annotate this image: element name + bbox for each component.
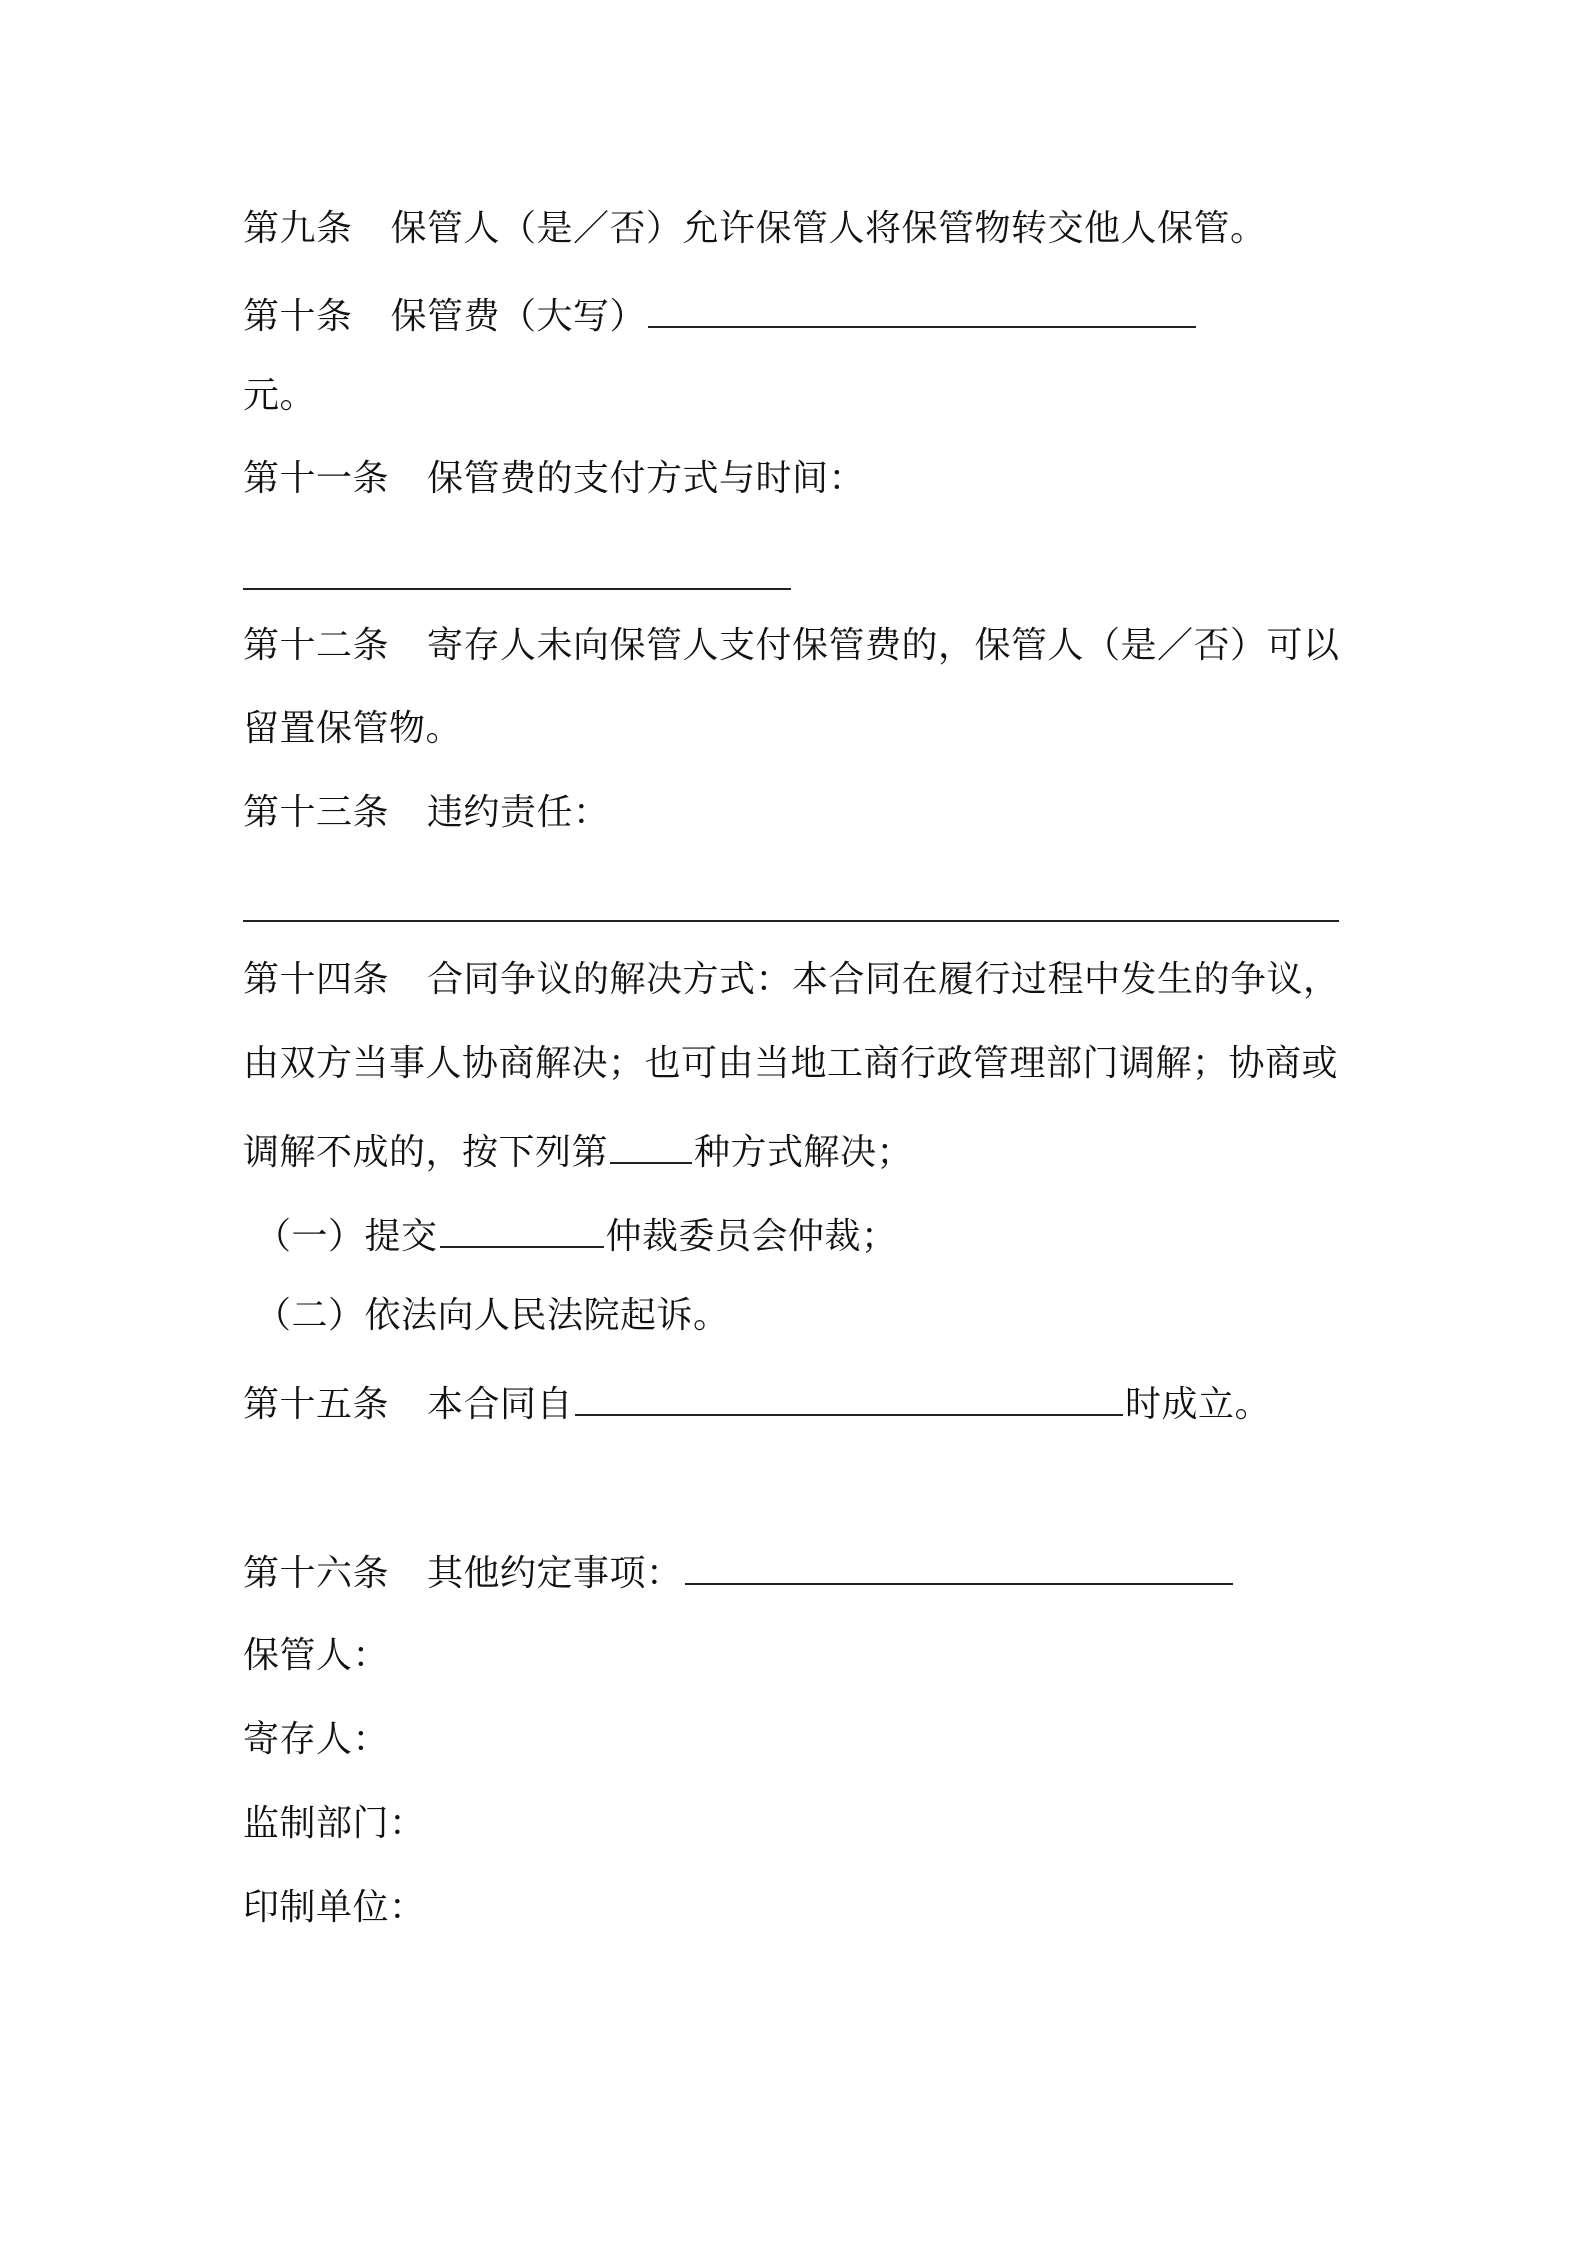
article-14-item-2 xyxy=(255,1292,730,1340)
article-11-head: 第十一条 xyxy=(243,458,390,499)
article-13-head: 第十三条 xyxy=(243,792,390,833)
article-12-cont xyxy=(243,705,462,753)
signature-printer xyxy=(243,1884,426,1932)
item-1-lead: （一）提交 xyxy=(255,1216,438,1257)
signature-supervisor-label: 监制部门： xyxy=(243,1803,426,1844)
article-11-text: 保管费的支付方式与时间： xyxy=(427,458,866,499)
signature-depositor-label: 寄存人： xyxy=(243,1719,390,1760)
item-1-tail: 仲裁委员会仲裁； xyxy=(605,1216,898,1257)
article-10-text: 保管费（大写） xyxy=(390,296,647,337)
article-14-head: 第十四条 xyxy=(243,959,390,1000)
article-10-tail xyxy=(243,372,316,420)
other-matters-blank[interactable] xyxy=(685,1549,1233,1585)
article-15-tail: 时成立。 xyxy=(1125,1384,1272,1425)
article-14-continuation-2b: 种方式解决； xyxy=(694,1132,914,1173)
article-11 xyxy=(243,455,865,503)
article-15 xyxy=(243,1380,1271,1429)
article-9-text: 保管人（是／否）允许保管人将保管物转交他人保管。 xyxy=(390,208,1267,249)
item-2-text: （二）依法向人民法院起诉。 xyxy=(255,1295,730,1336)
payment-method-blank[interactable] xyxy=(243,586,791,590)
article-16-head: 第十六条 xyxy=(243,1553,390,1594)
liability-blank[interactable] xyxy=(243,918,1339,922)
article-10-unit: 元。 xyxy=(243,375,317,416)
article-12-head: 第十二条 xyxy=(243,625,390,666)
article-9 xyxy=(243,205,1267,253)
signature-custodian xyxy=(243,1632,389,1680)
article-14-text: 合同争议的解决方式：本合同在履行过程中发生的争议， xyxy=(427,959,1340,1000)
article-10 xyxy=(243,292,1198,341)
article-15-text: 本合同自 xyxy=(427,1384,574,1425)
signature-printer-label: 印制单位： xyxy=(243,1887,426,1928)
signature-depositor xyxy=(243,1716,389,1764)
article-12 xyxy=(243,622,1340,670)
signature-custodian-label: 保管人： xyxy=(243,1635,390,1676)
article-16 xyxy=(243,1549,1235,1598)
fee-amount-blank[interactable] xyxy=(648,292,1196,328)
effective-time-blank[interactable] xyxy=(575,1380,1123,1416)
article-15-head: 第十五条 xyxy=(243,1384,390,1425)
article-14-cont2 xyxy=(243,1128,913,1177)
article-12-text: 寄存人未向保管人支付保管费的，保管人（是／否）可以 xyxy=(427,625,1340,666)
article-10-head: 第十条 xyxy=(243,296,353,337)
article-14-continuation-2a: 调解不成的，按下列第 xyxy=(243,1132,609,1173)
arbitration-commission-blank[interactable] xyxy=(440,1212,604,1248)
article-12-continuation: 留置保管物。 xyxy=(243,708,463,749)
article-14 xyxy=(243,956,1340,1004)
method-number-blank[interactable] xyxy=(610,1128,692,1164)
article-14-continuation-1: 由双方当事人协商解决；也可由当地工商行政管理部门调解；协商或 xyxy=(243,1043,1339,1084)
article-14-cont1 xyxy=(243,1040,1338,1088)
signature-supervisor xyxy=(243,1800,426,1848)
article-16-text: 其他约定事项： xyxy=(427,1553,683,1594)
article-9-head: 第九条 xyxy=(243,208,353,249)
article-13-text: 违约责任： xyxy=(427,792,610,833)
article-13 xyxy=(243,789,610,837)
article-14-item-1 xyxy=(255,1212,898,1261)
